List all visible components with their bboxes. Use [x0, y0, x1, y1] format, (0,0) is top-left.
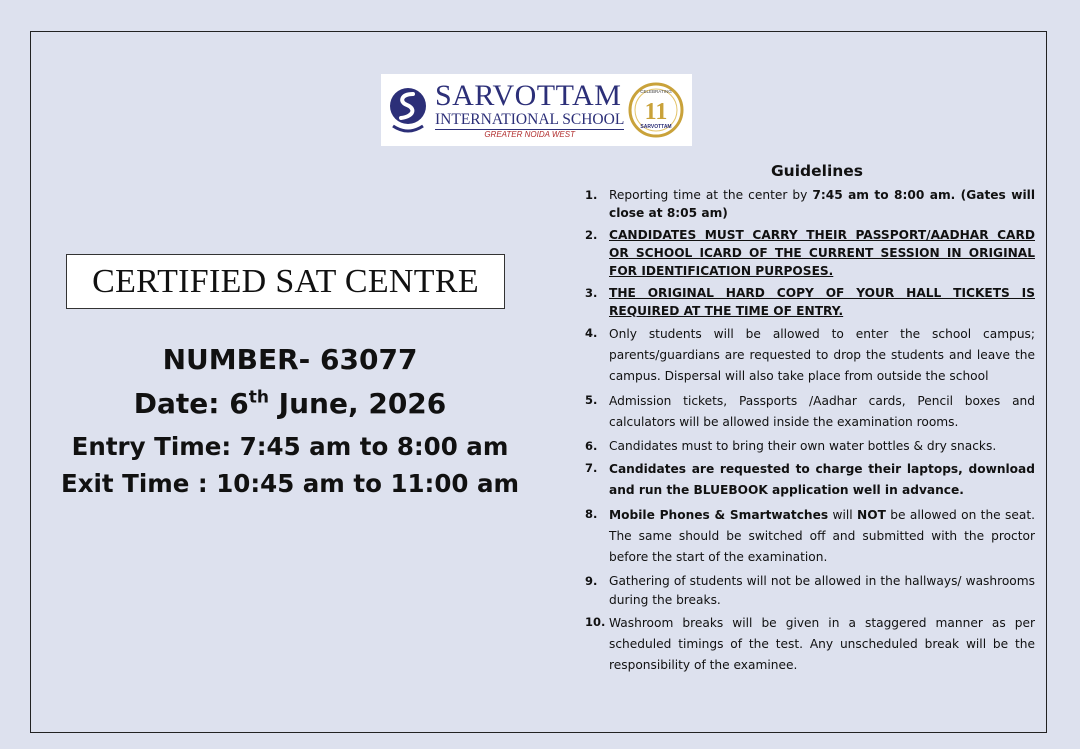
school-emblem-icon [387, 82, 429, 138]
guideline-item: 10. Washroom breaks will be given in a staggered manner as per scheduled timings of the test. Any unscheduled break will be the responsibility of the examinee. [585, 615, 1035, 672]
exam-date: Date: 6th June, 2026 [133, 387, 447, 420]
school-logo [381, 74, 692, 146]
school-subtitle: INTERNATIONAL SCHOOL [435, 110, 625, 128]
guidelines-title: Guidelines [770, 162, 864, 180]
guideline-item: 3. THE ORIGINAL HARD COPY OF YOUR HALL TICKETS IS REQUIRED AT THE TIME OF ENTRY. [585, 285, 1035, 318]
centre-number: NUMBER- 63077 [162, 343, 418, 376]
badge-number: 11 [644, 99, 668, 125]
guideline-item: 9. Gathering of students will not be allowed in the hallways/ washrooms during the breaks. [585, 574, 1035, 607]
guideline-item: 2. CANDIDATES MUST CARRY THEIR PASSPORT/AADHAR CARD OR SCHOOL ICARD OF THE CURRENT SESSION IN ORIGINAL FOR IDENTIFICATION PURPOSES. [585, 227, 1035, 278]
guidelines-list [585, 186, 1035, 677]
guideline-item: 5. Admission tickets, Passports /Aadhar cards, Pencil boxes and calculators will be allowed inside the examination rooms. [585, 392, 1035, 429]
guideline-item: 4. Only students will be allowed to enter the school campus; parents/guardians are requested to drop the students and leave the campus. Dispersal will also take place from outside the school [585, 325, 1035, 383]
guideline-item: 1. Reporting time at the center by 7:45 am to 8:00 am. (Gates will close at 8:05 am) [585, 187, 1036, 220]
school-name: SARVOTTAM [435, 78, 622, 112]
certified-centre-title: CERTIFIED SAT CENTRE [66, 254, 505, 309]
guideline-item: 6. Candidates must to bring their own water bottles & dry snacks. [585, 438, 997, 453]
guidelines-section [585, 162, 1035, 680]
badge-bottom-text: SARVOTTAM [640, 124, 672, 130]
school-tagline: GREATER NOIDA WEST [484, 129, 575, 139]
badge-top-text: CELEBRATING [640, 89, 673, 94]
guideline-item: 8. Mobile Phones & Smartwatches will NOT be allowed on the seat. The same should be switched off and submitted with the proctor before the start of the examination. [585, 507, 1036, 564]
anniversary-badge-icon [628, 79, 684, 141]
entry-time: Entry Time: 7:45 am to 8:00 am [71, 432, 509, 461]
exit-time: Exit Time : 10:45 am to 11:00 am [60, 469, 520, 498]
guideline-item: 7. Candidates are requested to charge their laptops, download and run the BLUEBOOK application well in advance. [585, 461, 1035, 497]
